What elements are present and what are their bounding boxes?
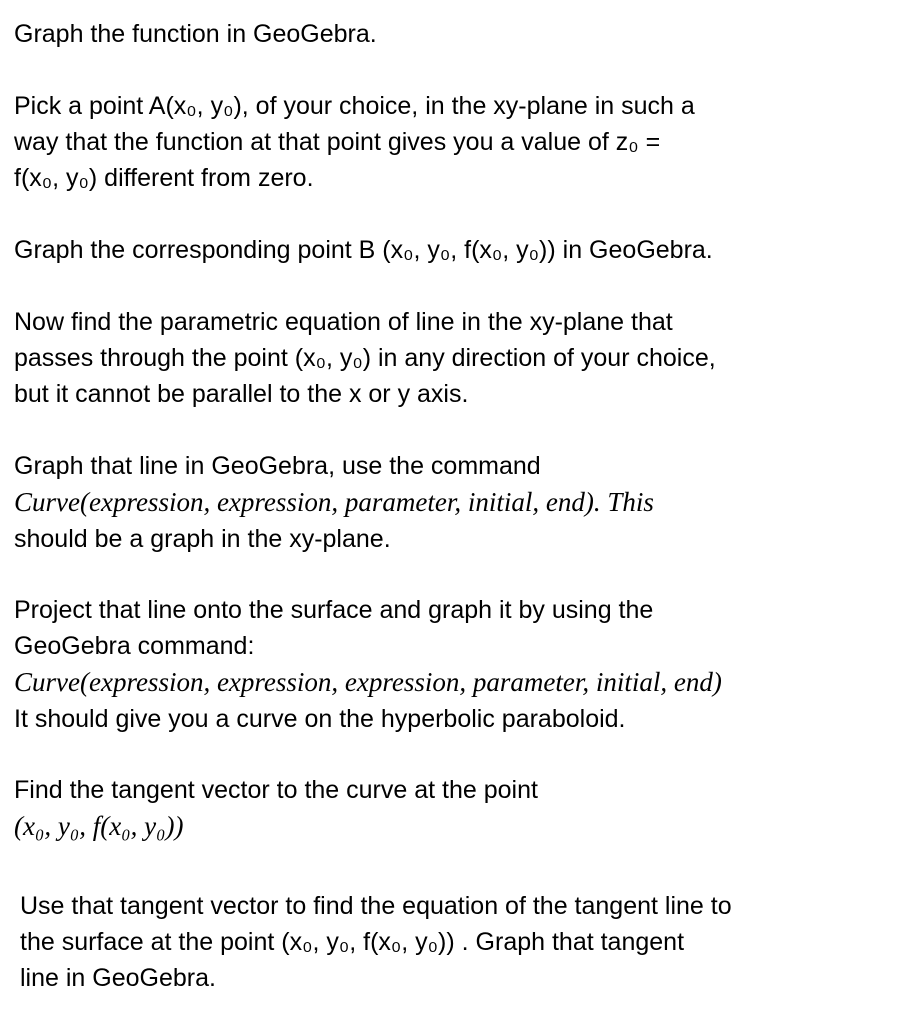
instruction-project-line bbox=[14, 592, 722, 737]
instruction-graph-function bbox=[14, 16, 377, 52]
instruction-graph-point-b bbox=[14, 232, 713, 268]
line: Pick a point A(x₀, y₀), of your choice, in the xy-plane in such a bbox=[14, 92, 695, 120]
line: Project that line onto the surface and graph it by using the bbox=[14, 596, 654, 624]
line: Graph the corresponding point B (x₀, y₀, f(x₀, y₀)) in GeoGebra. bbox=[14, 236, 713, 264]
line: Curve(expression, expression, expression, parameter, initial, end) bbox=[14, 667, 722, 697]
line: Find the tangent vector to the curve at the point bbox=[14, 776, 538, 804]
line: way that the function at that point gives you a value of z₀ = bbox=[14, 128, 661, 156]
instruction-parametric-line bbox=[14, 304, 716, 412]
line: but it cannot be parallel to the x or y axis. bbox=[14, 380, 469, 408]
line: f(x₀, y₀) different from zero. bbox=[14, 164, 314, 192]
instruction-tangent-line bbox=[20, 888, 732, 996]
instruction-pick-point bbox=[14, 88, 695, 196]
instruction-tangent-vector bbox=[14, 772, 538, 845]
line: Use that tangent vector to find the equation of the tangent line to bbox=[20, 892, 732, 920]
line: (x₀, y₀, f(x₀, y₀)) bbox=[14, 811, 184, 841]
line: GeoGebra command: bbox=[14, 632, 255, 660]
line: Now find the parametric equation of line in the xy-plane that bbox=[14, 308, 673, 336]
line: the surface at the point (x₀, y₀, f(x₀, y₀)) . Graph that tangent bbox=[20, 928, 685, 956]
line: Graph that line in GeoGebra, use the command bbox=[14, 452, 541, 480]
instruction-graph-line bbox=[14, 448, 654, 557]
line: It should give you a curve on the hyperbolic paraboloid. bbox=[14, 705, 626, 733]
line: Graph the function in GeoGebra. bbox=[14, 20, 377, 48]
line: Curve(expression, expression, parameter, initial, end). This bbox=[14, 487, 654, 517]
line: should be a graph in the xy-plane. bbox=[14, 525, 391, 553]
line: line in GeoGebra. bbox=[20, 964, 216, 992]
line: passes through the point (x₀, y₀) in any direction of your choice, bbox=[14, 344, 716, 372]
